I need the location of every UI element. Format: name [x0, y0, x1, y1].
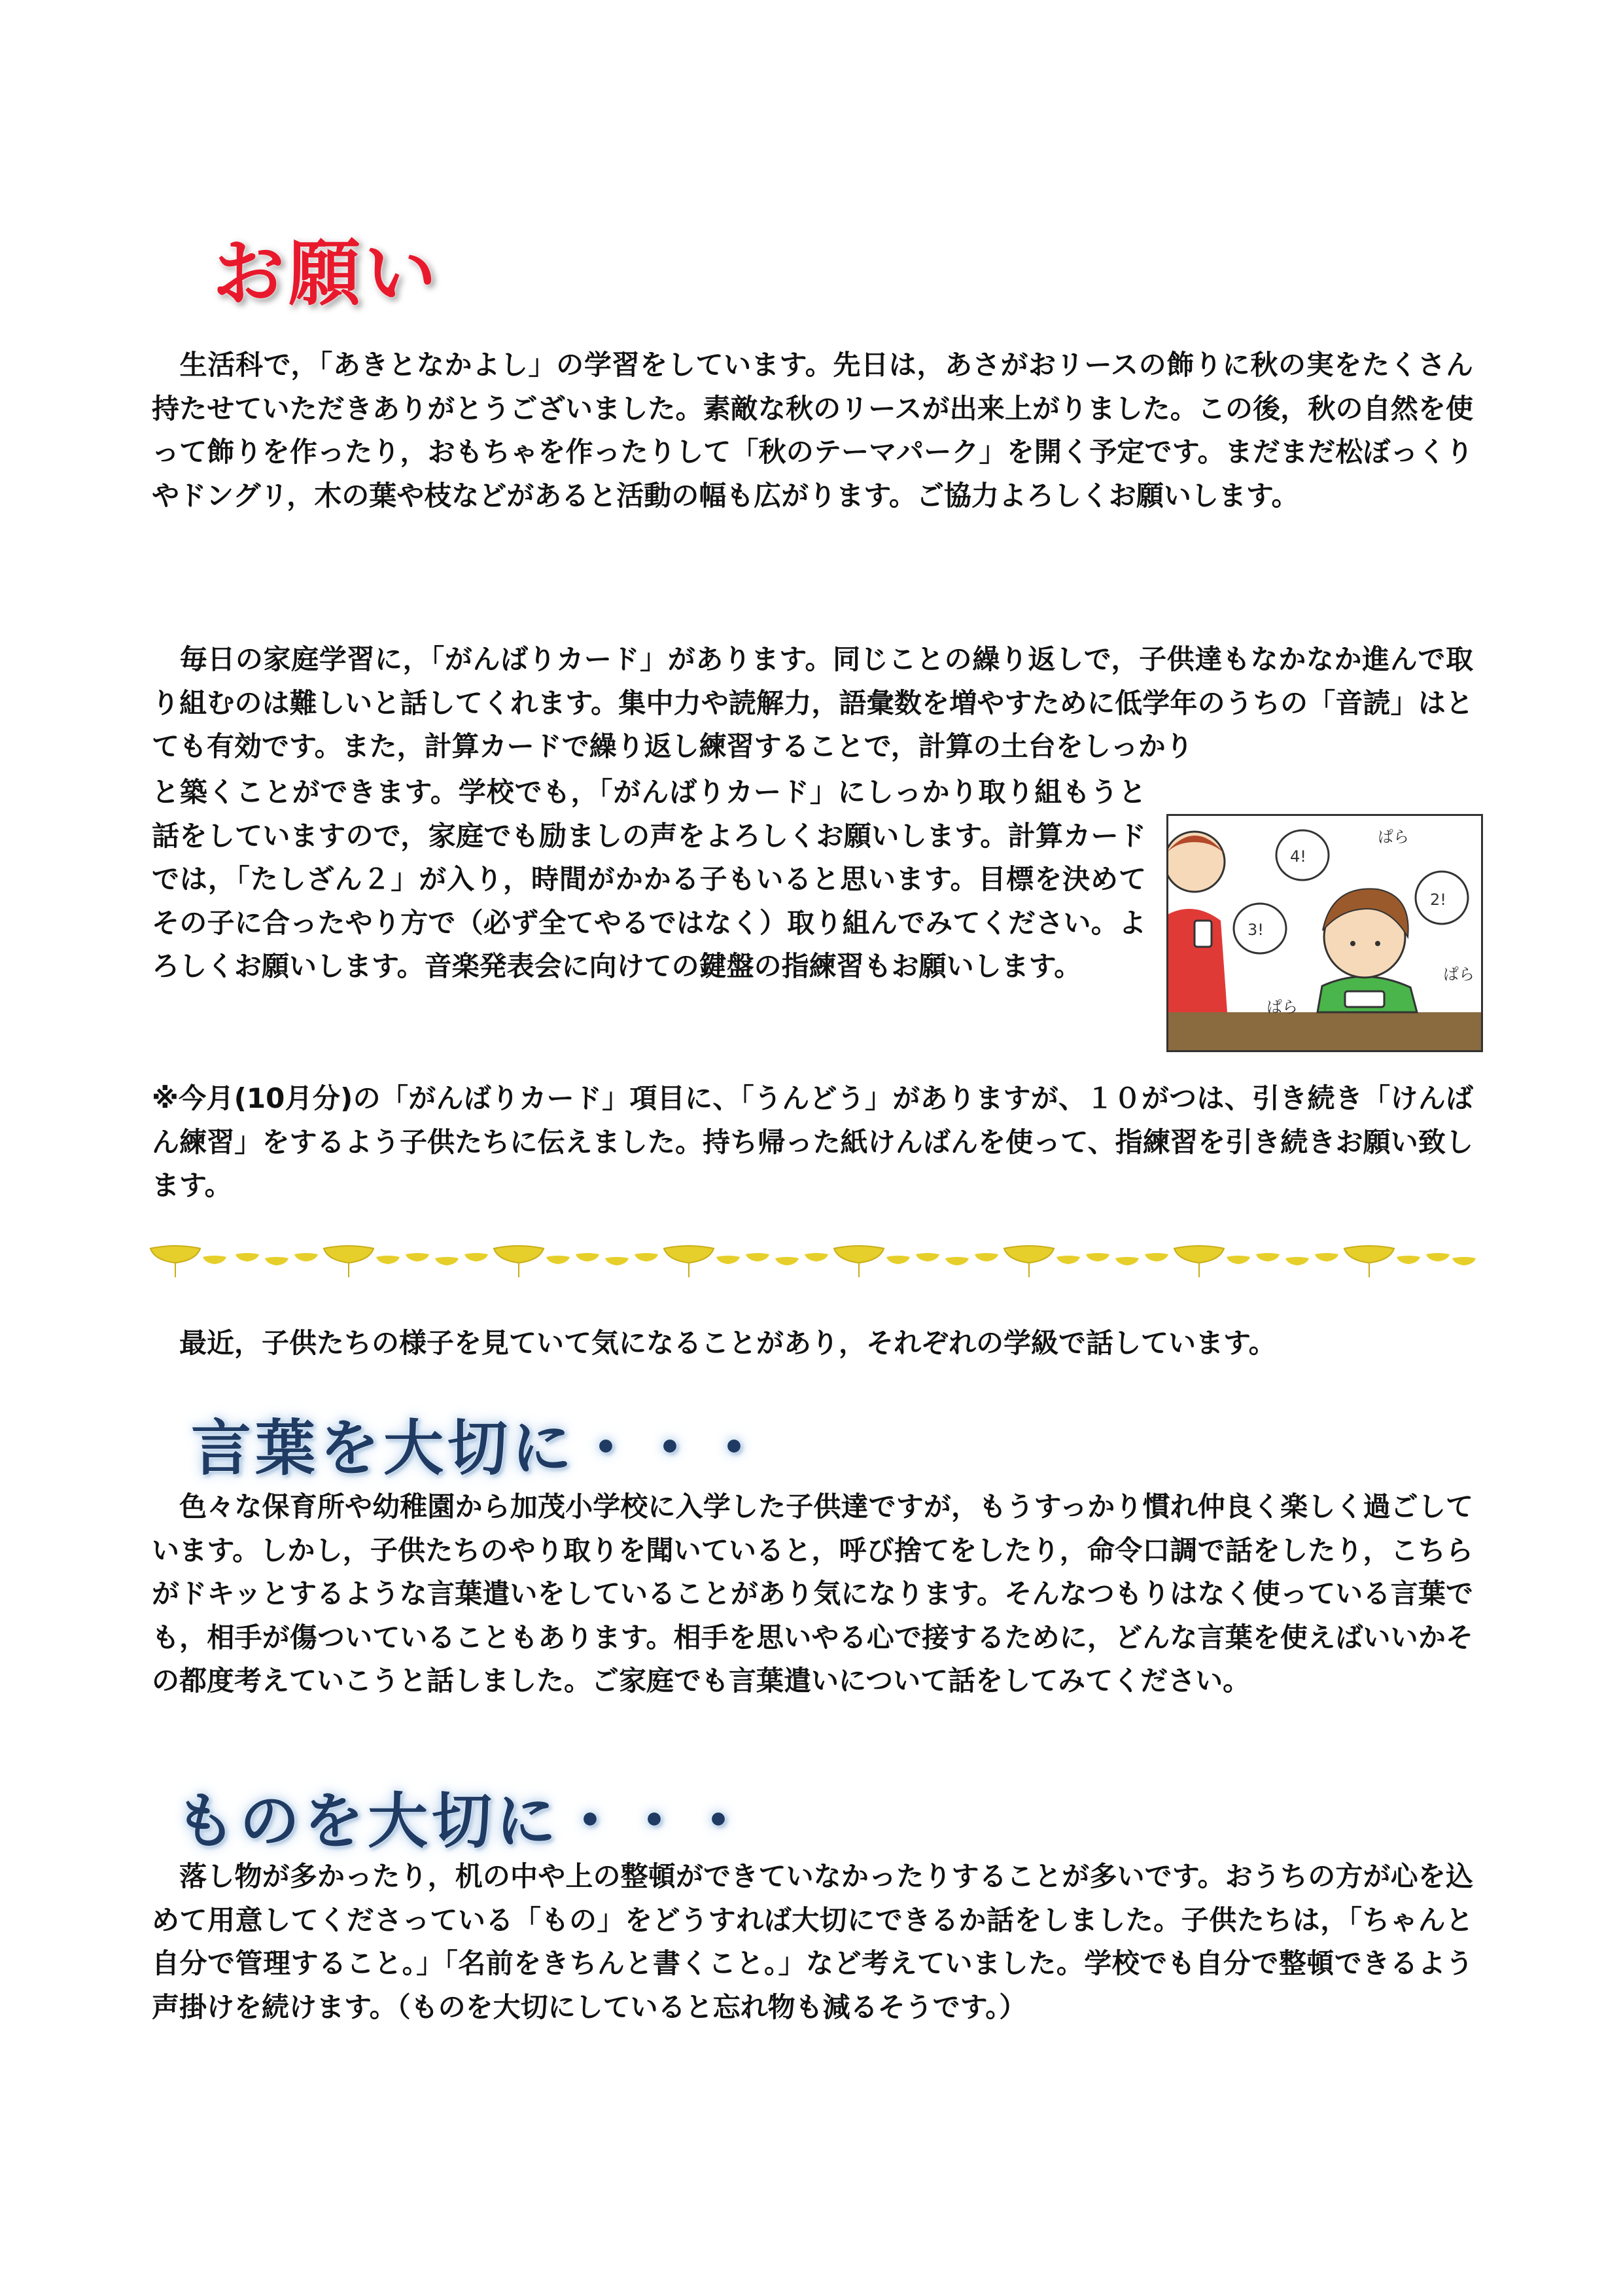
- ginkgo-leaf-icon: [265, 1257, 288, 1265]
- paragraph-intro-recent: [152, 1322, 1473, 1366]
- ginkgo-leaf-divider-drawing: [149, 1242, 1477, 1281]
- paragraph-belongings: [152, 1855, 1473, 2029]
- bubble-text: 3!: [1248, 921, 1264, 939]
- ginkgo-leaf-icon: [605, 1257, 629, 1265]
- ginkgo-leaf-icon: [494, 1246, 544, 1277]
- ginkgo-leaf-icon: [1452, 1257, 1476, 1265]
- paragraph-text: 毎日の家庭学習に，「がんばりカード」があります。同じことの繰り返しで，子供達もなかなか進んで取り組むのは難しいと話してくれます。集中力や読解力，語彙数を増やすために低学年のうちの「音読」はとても有効です。また，計算カードで繰り返し練習することで，計算の土台をしっかり: [152, 643, 1473, 762]
- section-title-onegai: お願い: [213, 232, 440, 315]
- paragraph-text: 生活科で，「あきとなかよし」の学習をしています。先日は，あさがおリースの飾りに秋の実をたくさん持たせていただきありがとうございました。素敵な秋のリースが出来上がりました。この後，秋の自然を使って飾りを作ったり，おもちゃを作ったりして「秋のテーマパーク」を開く予定です。まだまだ松ぼっくりやドングリ，木の葉や枝などがあると活動の幅も広がります。ご協力よろしくお願いします。: [152, 349, 1473, 512]
- ginkgo-leaf-icon: [1426, 1253, 1450, 1262]
- paragraph-monthly-note: ※今月(10月分)の「がんばりカード」項目に、「うんどう」がありますが、１０がつは、引き続き「けんばん練習」をするよう子供たちに伝えました。持ち帰った紙けんばんを使って、指練習を引き続きお願い致します。: [152, 1082, 1473, 1201]
- ginkgo-leaf-icon: [324, 1246, 374, 1277]
- paragraph-ganbari-card: [152, 638, 1473, 769]
- section-title-kotoba: 言葉を大切に・・・: [191, 1413, 769, 1483]
- ginkgo-leaf-icon: [716, 1256, 740, 1264]
- ginkgo-leaf-icon: [1086, 1253, 1109, 1262]
- ginkgo-leaf-icon: [945, 1257, 969, 1265]
- card-stack-shape: [1345, 991, 1384, 1007]
- ginkgo-leaf-icon: [150, 1246, 200, 1277]
- ginkgo-leaf-icon: [1285, 1257, 1309, 1265]
- ginkgo-leaf-icon: [1344, 1246, 1394, 1277]
- ginkgo-leaf-icon: [775, 1257, 799, 1265]
- paragraph-text: 最近，子供たちの様子を見ていて気になることがあり，それぞれの学級で話しています。: [179, 1327, 1276, 1359]
- paragraph-ganbari-card-continued: と築くことができます。学校でも，「がんばりカード」にしっかり取り組もうと話をしていますので，家庭でも励ましの声をよろしくお願いします。計算カードでは，「たしざん２」が入り，時間がかかる子もいると思います。目標を決めてその子に合ったやり方で（必ず全てやるではなく）取り組んでみてください。よろしくお願いします。音楽発表会に向けての鍵盤の指練習もお願いします。: [152, 776, 1146, 982]
- ginkgo-leaf-icon: [1145, 1253, 1168, 1262]
- ginkgo-leaf-icon: [576, 1253, 599, 1262]
- ginkgo-leaf-icon: [1227, 1256, 1250, 1264]
- ginkgo-leaf-icon: [546, 1256, 570, 1264]
- ginkgo-leaf-icon: [1256, 1253, 1280, 1262]
- ginkgo-leaf-icon: [1004, 1246, 1054, 1277]
- ginkgo-leaf-icon: [664, 1246, 714, 1277]
- ginkgo-leaf-icon: [464, 1253, 488, 1262]
- ginkgo-leaf-icon: [1115, 1257, 1139, 1265]
- ginkgo-leaf-icon: [1315, 1253, 1338, 1262]
- paragraph-text: 色々な保育所や幼稚園から加茂小学校に入学した子供達ですが，もうすっかり慣れ仲良く楽しく過ごしています。しかし，子供たちのやり取りを聞いていると，呼び捨てをしたり，命令口調で話をしたり，こちらがドキッとするような言葉遣いをしていることがあり気になります。そんなつもりはなく使っている言葉でも，相手が傷ついていることもあります。相手を思いやる心で接するために，どんな言葉を使えばいいかその都度考えていこうと話しました。ご家庭でも言葉遣いについて話をしてみてください。: [152, 1491, 1473, 1697]
- ginkgo-leaf-icon: [746, 1253, 769, 1262]
- paragraph-words: [152, 1485, 1473, 1703]
- ginkgo-leaf-icon: [1397, 1256, 1420, 1264]
- ginkgo-leaf-icon: [236, 1253, 259, 1262]
- ginkgo-leaf-icon: [376, 1256, 400, 1264]
- ginkgo-leaf-icon: [435, 1257, 459, 1265]
- ginkgo-leaf-divider: [149, 1242, 1477, 1281]
- ginkgo-leaf-icon: [203, 1256, 226, 1264]
- flashcard-illustration: [1166, 814, 1483, 1052]
- ginkgo-leaf-icon: [834, 1246, 884, 1277]
- paragraph-text: 落し物が多かったり，机の中や上の整頓ができていなかったりすることが多いです。おうちの方が心を込めて用意してくださっている「もの」をどうすれば大切にできるか話をしました。子供たちは，「ちゃんと自分で管理すること。」「名前をきちんと書くこと。」など考えていました。学校でも自分で整頓できるよう声掛けを続けます。（ものを大切にしていると忘れ物も減るそうです。）: [152, 1860, 1473, 2023]
- sound-effect-text: ぱら: [1378, 828, 1409, 846]
- section-title-mono: ものを大切に・・・: [175, 1786, 753, 1856]
- child-eye-shape: [1375, 941, 1380, 946]
- ginkgo-leaf-icon: [886, 1256, 910, 1264]
- sound-effect-text: ぱら: [1443, 965, 1475, 983]
- bubble-text: 4!: [1290, 847, 1306, 866]
- child-eye-shape: [1350, 941, 1355, 946]
- ginkgo-leaf-icon: [805, 1253, 828, 1262]
- bubble-text: 2!: [1430, 891, 1446, 909]
- ginkgo-leaf-icon: [294, 1253, 318, 1262]
- paragraph-autumn-request: [152, 344, 1473, 518]
- ginkgo-leaf-icon: [1174, 1246, 1224, 1277]
- ginkgo-leaf-icon: [1056, 1256, 1080, 1264]
- ginkgo-leaf-icon: [406, 1253, 429, 1262]
- sound-effect-text: ぱら: [1266, 998, 1298, 1016]
- illustration-drawing: [1168, 816, 1481, 1050]
- ginkgo-leaf-icon: [975, 1253, 998, 1262]
- ginkgo-leaf-icon: [916, 1253, 939, 1262]
- flashcard-shape: [1195, 921, 1212, 947]
- desk-shape: [1168, 1012, 1481, 1050]
- ginkgo-leaf-icon: [635, 1253, 658, 1262]
